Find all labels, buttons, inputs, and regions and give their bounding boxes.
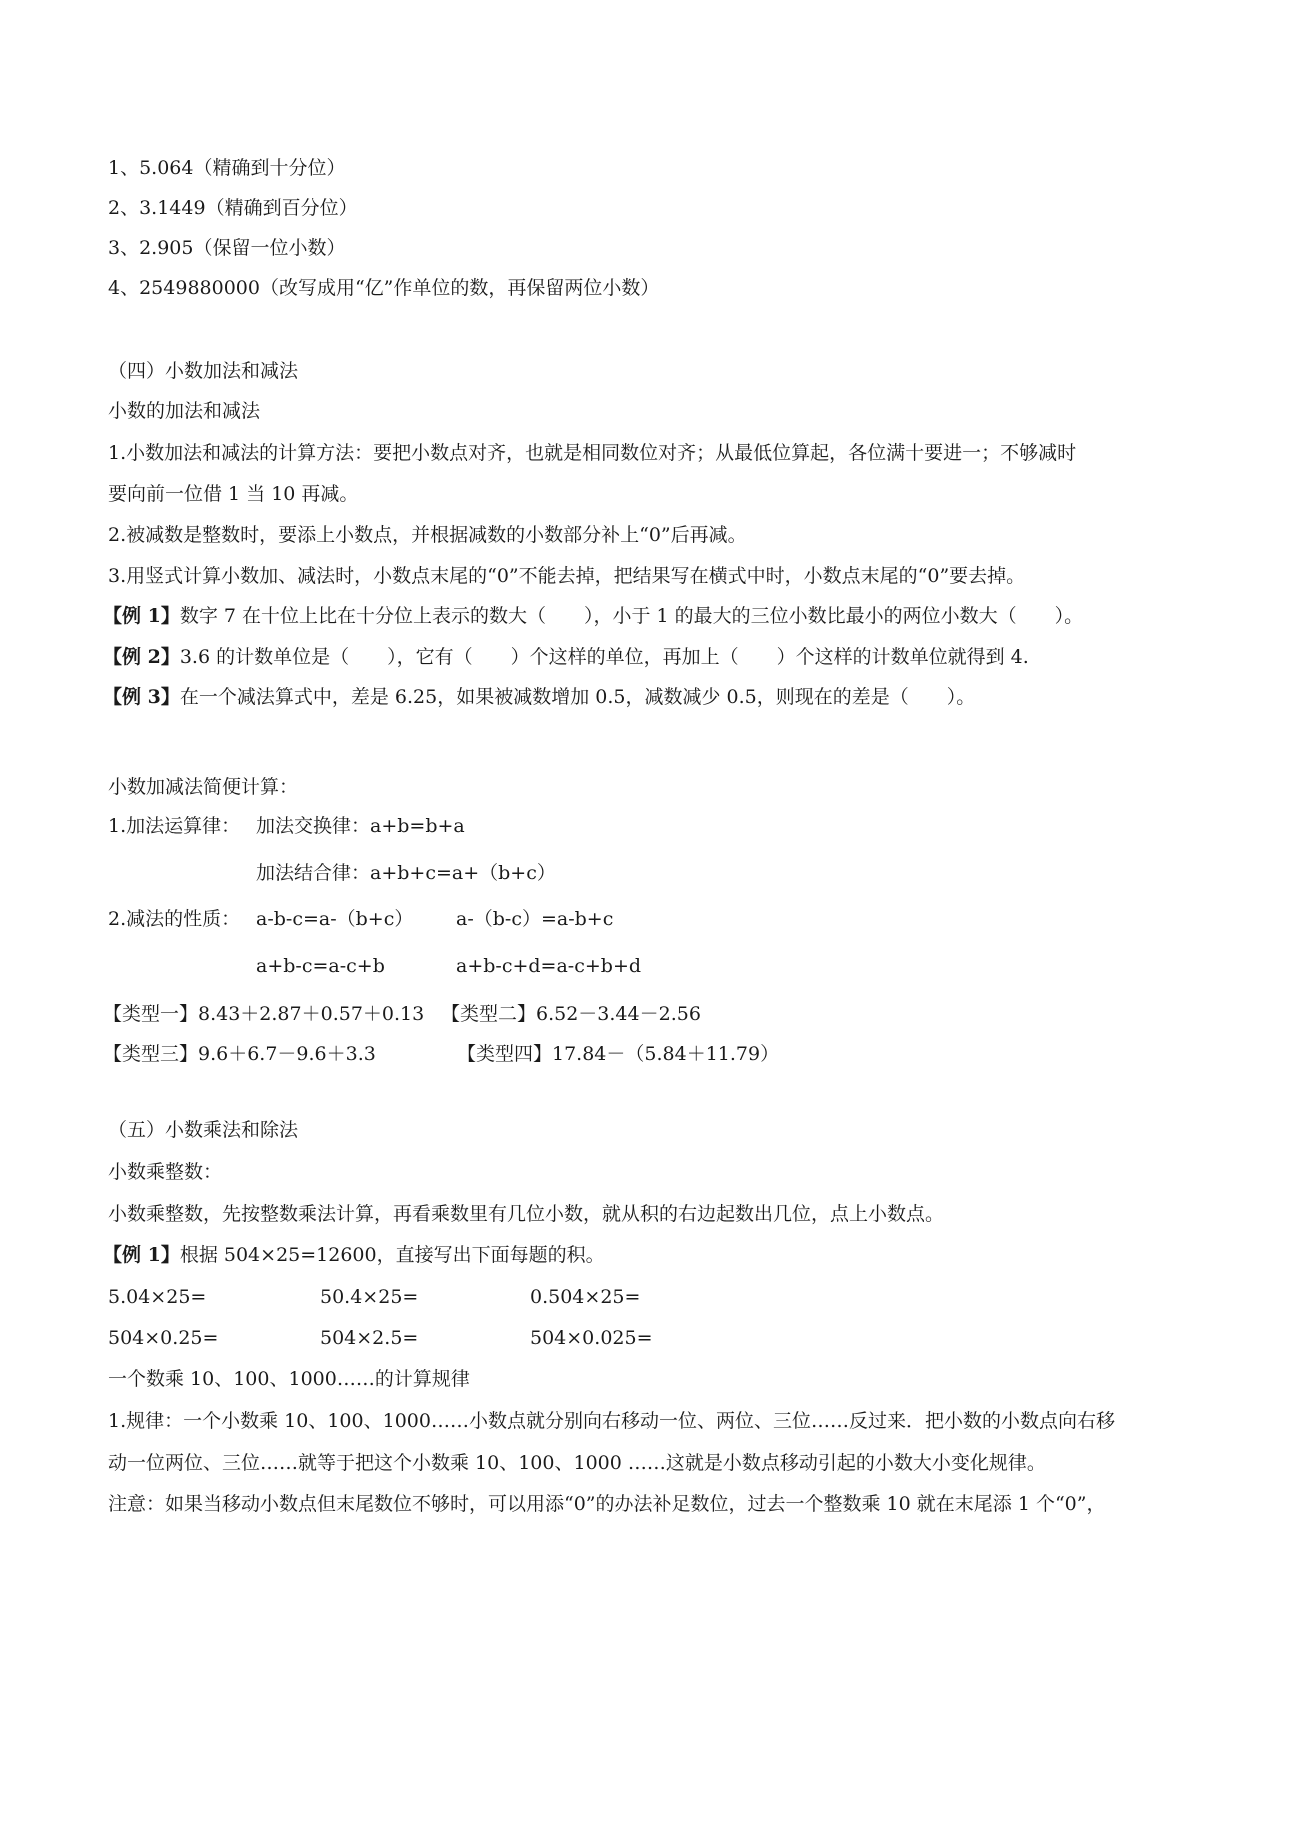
law-1-label: 1.加法运算律： [108,815,241,837]
pattern-title: 一个数乘 10、100、1000……的计算规律 [108,1368,470,1390]
rounding-item-3: 3、2.905（保留一位小数） [108,237,346,259]
section-4-subtitle: 小数的加法和减法 [108,400,261,422]
exercise-cell: 504×2.5= [320,1327,419,1349]
rounding-item-1: 1、5.064（精确到十分位） [108,157,346,179]
rule-1-line-2: 要向前一位借 1 当 10 再减。 [108,483,359,505]
pattern-rule-line-1: 1.规律：一个小数乘 10、100、1000……小数点就分别向右移动一位、两位、三位……反过来．把小数的小数点向右移 [108,1410,1115,1432]
section-5-title: （五）小数乘法和除法 [108,1119,299,1141]
subtraction-property-3: a+b-c=a-c+b [256,955,385,977]
addition-associative-law: 加法结合律：a+b+c=a+（b+c） [256,862,556,884]
type-2: 【类型二】6.52－3.44－2.56 [441,1003,701,1025]
example-2-text: 3.6 的计数单位是（ ），它有（ ）个这样的单位，再加上（ ）个这样的计数单位就得到 4. [179,646,1029,668]
note: 注意：如果当移动小数点但末尾数位不够时，可以用添“0”的办法补足数位，过去一个整数乘 10 就在末尾添 1 个“0”， [108,1493,1106,1515]
simplify-title: 小数加减法简便计算： [108,776,299,798]
rule-3: 3.用竖式计算小数加、减法时，小数点末尾的“0”不能去掉，把结果写在横式中时，小数点末尾的“0”要去掉。 [108,565,1026,587]
subtraction-property-1: a-b-c=a-（b+c） [256,908,414,930]
exercise-cell: 50.4×25= [320,1286,419,1308]
rounding-item-2: 2、3.1449（精确到百分位） [108,197,358,219]
law-2-label: 2.减法的性质： [108,908,241,930]
section-5-example-1-text: 根据 504×25=12600，直接写出下面每题的积。 [179,1244,605,1266]
section-5-example-1 [103,1242,605,1268]
section-5-subtitle: 小数乘整数： [108,1161,223,1183]
addition-commutative-law: 加法交换律：a+b=b+a [256,815,465,837]
exercise-cell: 504×0.025= [530,1327,653,1349]
subtraction-property-2: a-（b-c）=a-b+c [456,908,614,930]
example-3 [103,684,975,710]
exercise-cell: 0.504×25= [530,1286,641,1308]
example-2 [103,644,1029,670]
exercise-cell: 504×0.25= [108,1327,219,1349]
example-3-label: 【例 3】 [103,686,180,708]
type-4: 【类型四】17.84－（5.84＋11.79） [457,1043,780,1065]
type-3: 【类型三】9.6＋6.7－9.6＋3.3 [103,1043,376,1065]
subtraction-property-4: a+b-c+d=a-c+b+d [456,955,642,977]
section-4-title: （四）小数加法和减法 [108,360,299,382]
multiply-rule: 小数乘整数，先按整数乘法计算，再看乘数里有几位小数，就从积的右边起数出几位，点上小数点。 [108,1203,945,1225]
rounding-item-4: 4、2549880000（改写成用“亿”作单位的数，再保留两位小数） [108,277,660,299]
example-2-label: 【例 2】 [103,646,180,668]
example-1 [103,603,1083,629]
type-1: 【类型一】8.43＋2.87＋0.57＋0.13 [103,1003,425,1025]
example-3-text: 在一个减法算式中，差是 6.25，如果被减数增加 0.5，减数减少 0.5，则现在的差是（ ）。 [179,686,976,708]
exercise-cell: 5.04×25= [108,1286,207,1308]
rule-2: 2.被减数是整数时，要添上小数点，并根据减数的小数部分补上“0”后再减。 [108,524,747,546]
section-5-example-1-label: 【例 1】 [103,1244,180,1266]
pattern-rule-line-2: 动一位两位、三位……就等于把这个小数乘 10、100、1000 ……这就是小数点移动引起的小数大小变化规律。 [108,1452,1046,1474]
example-1-text: 数字 7 在十位上比在十分位上表示的数大（ ），小于 1 的最大的三位小数比最小的两位小数大（ ）。 [179,605,1084,627]
rule-1-line-1: 1.小数加法和减法的计算方法：要把小数点对齐，也就是相同数位对齐；从最低位算起，各位满十要进一；不够减时 [108,442,1077,464]
example-1-label: 【例 1】 [103,605,180,627]
